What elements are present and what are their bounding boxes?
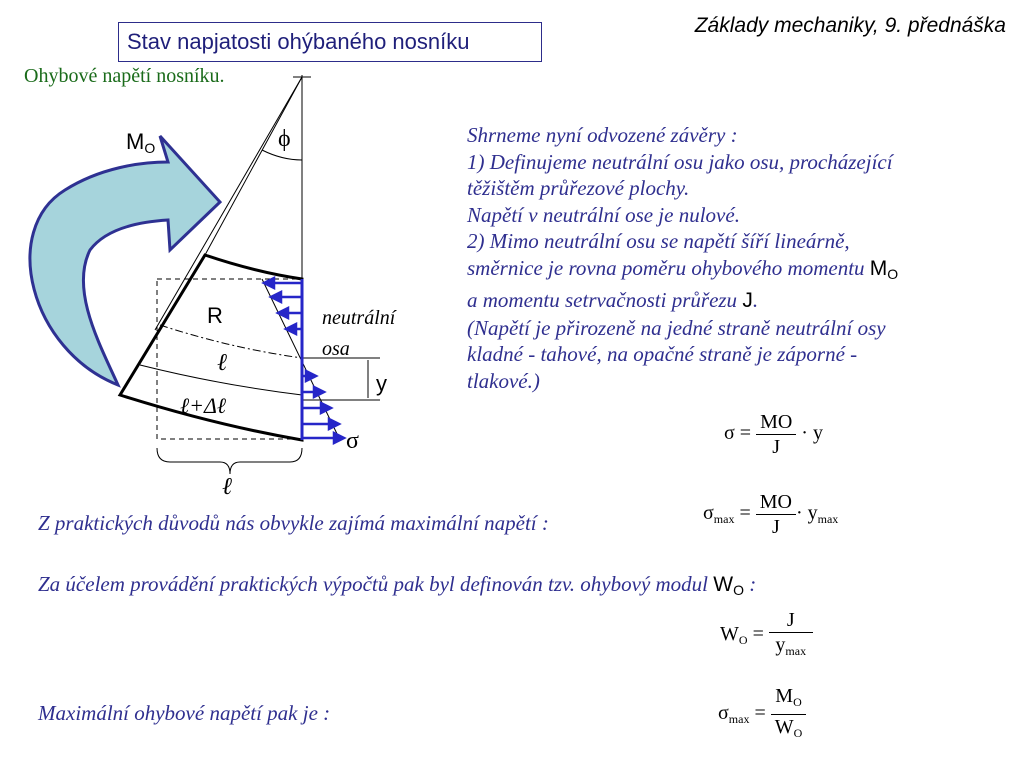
max-stress-line: Maximální ohybové napětí pak je : (38, 701, 331, 725)
phi-label: ϕ (278, 126, 291, 152)
course-header: Základy mechaniky, 9. přednáška (694, 14, 1006, 37)
neutral-axis-label: neutrální (322, 307, 396, 329)
summary-line: směrnice je rovna poměru ohybového momentu MO (467, 255, 899, 282)
bottom-ell-label: ℓ (222, 474, 232, 500)
radius-label: R (207, 303, 223, 328)
ell-plus-delta-label: ℓ+Δℓ (180, 393, 227, 418)
summary-line: 1) Definujeme neutrální osu jako osu, procházející (467, 149, 893, 174)
summary-line: Napětí v neutrální ose je nulové. (467, 202, 740, 227)
practical-line: Z praktických důvodů nás obvykle zajímá maximální napětí : (38, 511, 549, 535)
summary-text (467, 122, 997, 394)
formula-sigma: σ = $\frac{MO}{J}$ · y (724, 411, 823, 458)
sigma-label: σ (346, 428, 359, 454)
slide-title: Stav napjatosti ohýbaného nosníku (127, 29, 470, 54)
summary-line: tlakové.) (467, 368, 540, 393)
summary-line: kladné - tahové, na opačné straně je záporné - (467, 342, 858, 366)
formula-section-modulus: $W_O$ = $\frac{J}{y_{max}}$ (720, 608, 813, 663)
summary-line: 2) Mimo neutrální osu se napětí šíří lineárně, (467, 229, 850, 253)
formula-max-stress: $\sigma_{max}$ = $\frac{M_O}{W_O}$ (718, 684, 806, 745)
formula-sigma-max: $\sigma_{max}$ = $\frac{MO}{J}$ · $y_{max}$ (703, 491, 839, 538)
neutral-axis-label-2: osa (322, 338, 350, 360)
module-line: Za účelem provádění praktických výpočtů pak byl definován tzv. ohybový modul WO : (38, 572, 757, 598)
moment-label: MO (126, 129, 156, 156)
ell-label: ℓ (217, 350, 227, 376)
summary-line: Shrneme nyní odvozené závěry : (467, 123, 738, 147)
y-label: y (376, 371, 387, 396)
summary-line: těžištěm průřezové plochy. (467, 176, 690, 200)
slide-subtitle: Ohybové napětí nosníku. (24, 65, 225, 87)
bending-moment-arrow-icon (30, 136, 220, 385)
slide-title-box (118, 22, 542, 62)
summary-line: a momentu setrvačnosti průřezu J. (467, 288, 759, 312)
beam-bending-diagram (0, 60, 460, 510)
summary-line: (Napětí je přirozeně na jedné straně neutrální osy (467, 315, 886, 340)
